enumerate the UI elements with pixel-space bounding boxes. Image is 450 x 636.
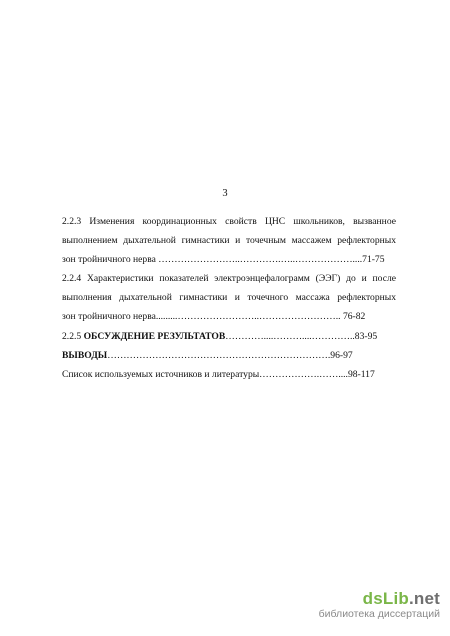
toc-item-2-2-4-pages: 76-82 xyxy=(342,311,366,323)
page-number: 3 xyxy=(222,188,228,199)
toc-conclusions-leader: ……………………………………………………………. xyxy=(107,349,331,361)
toc-references-pages: 98-117 xyxy=(347,368,375,380)
watermark-logo-part1: dsLib xyxy=(362,589,409,608)
toc-item-2-2-5-title: ОБСУЖДЕНИЕ РЕЗУЛЬТАТОВ xyxy=(83,330,226,342)
toc-item-2-2-4-line1: 2.2.4 Характеристики показателей электроэнцефалограмм (ЭЭГ) до и после xyxy=(62,273,396,285)
toc-item-2-2-5-pages: 83-95 xyxy=(354,330,378,342)
toc-item-conclusions xyxy=(62,346,396,365)
watermark-logo-part2: .net xyxy=(408,589,440,608)
toc-conclusions-title: ВЫВОДЫ xyxy=(62,349,108,361)
toc-item-2-2-3-line1: 2.2.3 Изменения координационных свойств ЦНС школьников, вызванное xyxy=(62,216,396,227)
watermark xyxy=(319,590,440,621)
watermark-logo xyxy=(319,590,440,608)
toc-references-text: Список используемых источников и литературы……………….…….... xyxy=(62,368,348,380)
toc-item-2-2-4-line2: выполнения дыхательной гимнастики и точечного массажа рефлекторных xyxy=(62,292,396,304)
toc-item-2-2-5-number: 2.2.5 xyxy=(62,330,84,342)
toc-item-2-2-3-pages: 71-75 xyxy=(362,254,385,266)
toc-item-2-2-4-line3 xyxy=(62,307,396,326)
toc-item-2-2-5-leader: …………....………....………….. xyxy=(225,330,355,342)
watermark-subtitle: библиотека диссертаций xyxy=(318,608,440,620)
toc-item-2-2-3-line2: выполнением дыхательной гимнастики и точечным массажем рефлекторных xyxy=(62,235,396,247)
toc-item-2-2-3-leader: зон тройничного нерва ……………………..………….…..……………….... xyxy=(62,254,363,266)
table-of-contents xyxy=(62,212,396,384)
toc-item-references xyxy=(62,365,396,384)
toc-item-2-2-5 xyxy=(62,327,396,346)
toc-item-2-2-4-leader: зон тройничного нерва.........……………………..…………………….. xyxy=(62,311,343,323)
toc-conclusions-pages: 96-97 xyxy=(330,349,353,361)
toc-item-2-2-3-line3 xyxy=(62,250,396,269)
